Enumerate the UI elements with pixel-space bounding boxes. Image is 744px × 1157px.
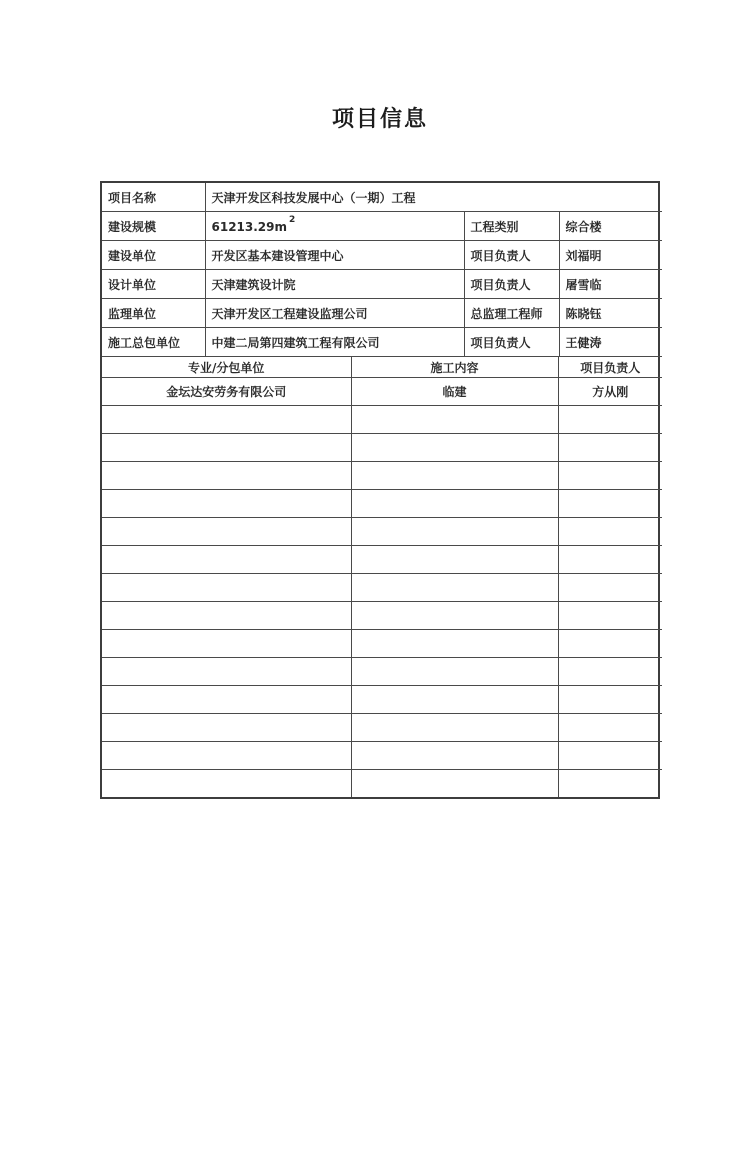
value-supervision-unit: 天津开发区工程建设监理公司	[205, 299, 464, 328]
empty-table-row	[102, 462, 662, 490]
empty-table-row	[102, 518, 662, 546]
label-supervision-unit: 监理单位	[102, 299, 205, 328]
empty-table-row	[102, 490, 662, 518]
empty-cell	[102, 406, 351, 434]
label-project-name: 项目名称	[102, 183, 205, 212]
label-construction-unit: 建设单位	[102, 241, 205, 270]
value-general-contractor: 中建二局第四建筑工程有限公司	[205, 328, 464, 357]
value-scale	[205, 212, 464, 241]
value-category: 综合楼	[559, 212, 662, 241]
label-chief-supervisor: 总监理工程师	[464, 299, 559, 328]
empty-cell	[558, 434, 662, 462]
empty-cell	[558, 518, 662, 546]
label-design-manager: 项目负责人	[464, 270, 559, 299]
empty-table-row	[102, 714, 662, 742]
table-row-general-contractor	[102, 328, 662, 357]
empty-cell	[351, 490, 558, 518]
empty-cell	[351, 462, 558, 490]
empty-cell	[102, 658, 351, 686]
empty-cell	[102, 602, 351, 630]
page-title: 项目信息	[331, 107, 428, 132]
value-construction-manager: 刘福明	[559, 241, 662, 270]
empty-cell	[102, 490, 351, 518]
label-design-unit: 设计单位	[102, 270, 205, 299]
empty-cell	[102, 574, 351, 602]
empty-cell	[558, 574, 662, 602]
label-construction-manager: 项目负责人	[464, 241, 559, 270]
project-info-table	[102, 183, 662, 357]
label-category: 工程类别	[464, 212, 559, 241]
empty-table-row	[102, 658, 662, 686]
empty-cell	[558, 490, 662, 518]
col-header-project-manager: 项目负责人	[558, 357, 662, 378]
empty-cell	[351, 714, 558, 742]
cell-subcontractor-name: 金坛达安劳务有限公司	[102, 378, 351, 406]
project-info-table-wrap	[100, 181, 660, 799]
empty-cell	[351, 630, 558, 658]
empty-cell	[351, 574, 558, 602]
label-contractor-manager: 项目负责人	[464, 328, 559, 357]
empty-table-row	[102, 630, 662, 658]
empty-table-row	[102, 742, 662, 770]
sub-table-header-row	[102, 357, 662, 378]
empty-cell	[102, 770, 351, 798]
sub-table-data-row	[102, 378, 662, 406]
empty-cell	[102, 546, 351, 574]
empty-table-row	[102, 574, 662, 602]
empty-cell	[102, 686, 351, 714]
subcontractor-table	[102, 357, 662, 797]
label-general-contractor: 施工总包单位	[102, 328, 205, 357]
empty-cell	[351, 518, 558, 546]
empty-cell	[351, 602, 558, 630]
value-construction-unit: 开发区基本建设管理中心	[205, 241, 464, 270]
empty-table-row	[102, 434, 662, 462]
empty-cell	[558, 686, 662, 714]
empty-cell	[558, 742, 662, 770]
empty-cell	[558, 546, 662, 574]
empty-cell	[351, 770, 558, 798]
sub-table-body	[102, 357, 662, 797]
empty-table-row	[102, 686, 662, 714]
table-row-design-unit	[102, 270, 662, 299]
empty-cell	[102, 630, 351, 658]
col-header-work-content: 施工内容	[351, 357, 558, 378]
empty-cell	[351, 406, 558, 434]
empty-cell	[102, 462, 351, 490]
value-chief-supervisor: 陈晓钰	[559, 299, 662, 328]
empty-cell	[351, 742, 558, 770]
empty-table-row	[102, 602, 662, 630]
table-row-construction-unit	[102, 241, 662, 270]
value-design-manager: 屠雪临	[559, 270, 662, 299]
table-row-supervision-unit	[102, 299, 662, 328]
label-scale: 建设规模	[102, 212, 205, 241]
empty-table-row	[102, 546, 662, 574]
value-design-unit: 天津建筑设计院	[205, 270, 464, 299]
empty-cell	[558, 462, 662, 490]
scale-superscript: 2	[289, 214, 296, 225]
cell-project-manager: 方从刚	[558, 378, 662, 406]
empty-cell	[102, 742, 351, 770]
table-row-scale	[102, 212, 662, 241]
empty-cell	[351, 686, 558, 714]
empty-cell	[558, 406, 662, 434]
empty-cell	[558, 770, 662, 798]
empty-table-row	[102, 406, 662, 434]
empty-table-row	[102, 770, 662, 798]
empty-cell	[558, 714, 662, 742]
empty-cell	[351, 434, 558, 462]
cell-work-content: 临建	[351, 378, 558, 406]
empty-cell	[102, 714, 351, 742]
table-row-project-name	[102, 183, 662, 212]
empty-cell	[102, 518, 351, 546]
empty-cell	[558, 658, 662, 686]
document-page	[0, 105, 744, 799]
scale-number: 61213.29m	[211, 219, 288, 234]
value-contractor-manager: 王健涛	[559, 328, 662, 357]
empty-cell	[351, 546, 558, 574]
value-project-name: 天津开发区科技发展中心（一期）工程	[205, 183, 662, 212]
empty-cell	[558, 630, 662, 658]
empty-cell	[351, 658, 558, 686]
empty-cell	[102, 434, 351, 462]
col-header-subcontractor: 专业/分包单位	[102, 357, 351, 378]
empty-cell	[558, 602, 662, 630]
